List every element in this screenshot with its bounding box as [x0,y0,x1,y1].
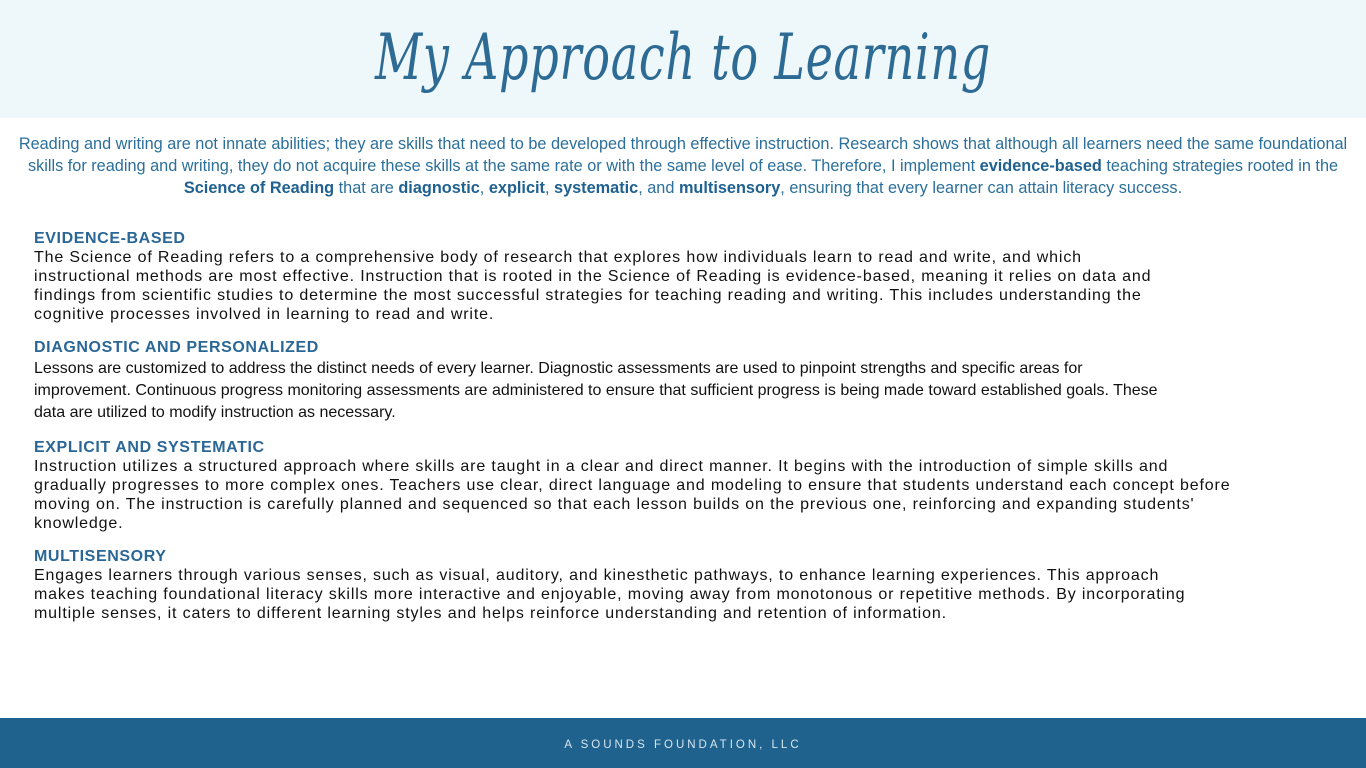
intro-text-4: , and [638,179,679,197]
intro-paragraph [16,133,1350,199]
intro-term-diagnostic: diagnostic [398,179,480,197]
footer-bar [0,718,1366,768]
section-line: multiple senses, it caters to different learning styles and helps reinforce understanding and retention of information. [34,605,947,622]
intro-separator: , [479,179,489,197]
section-multisensory [34,547,1334,623]
intro-text-1: Reading and writing are not innate abilities; they are skills that need to be developed through effective instruction. Research shows that although all learners need the same foundational skills for reading and writing, they do not acquire these skills at the same rate or with the same level of ease. Therefore, I implement [18,135,1348,175]
section-line: Lessons are customized to address the distinct needs of every learner. Diagnostic assessments are used to pinpoint strengths and specific areas for [34,360,1083,377]
section-line: data are utilized to modify instruction as necessary. [34,404,396,421]
intro-term-systematic: systematic [554,179,639,197]
section-heading: DIAGNOSTIC AND PERSONALIZED [34,339,319,356]
intro-term-evidence-based: evidence-based [979,157,1102,175]
section-explicit-systematic [34,438,1334,533]
section-line: The Science of Reading refers to a comprehensive body of research that explores how individuals learn to read and write, and which [34,249,1082,266]
section-body [34,566,1334,623]
footer-company-name: A SOUNDS FOUNDATION, LLC [564,739,802,751]
section-heading: EVIDENCE-BASED [34,230,186,247]
header-band [0,0,1366,118]
section-line: makes teaching foundational literacy skills more interactive and enjoyable, moving away from monotonous or repetitive methods. By incorporating [34,586,1186,603]
section-line: Instruction utilizes a structured approach where skills are taught in a clear and direct manner. It begins with the introduction of simple skills and [34,458,1169,475]
section-line: findings from scientific studies to determine the most successful strategies for teaching reading and writing. This includes understanding the [34,287,1142,304]
intro-term-science-of-reading: Science of Reading [183,179,335,197]
intro-text-2: teaching strategies rooted in the [1101,157,1339,175]
intro-text-5: , ensuring that every learner can attain literacy success. [780,179,1183,197]
section-line: improvement. Continuous progress monitoring assessments are administered to ensure that sufficient progress is being made toward established goals. These [34,382,1158,399]
section-diagnostic-personalized [34,338,1334,424]
section-body [34,358,1334,424]
intro-text-3: that are [334,179,399,197]
section-line: moving on. The instruction is carefully planned and sequenced so that each lesson builds on the previous one, reinforcing and expanding students' [34,496,1195,513]
section-line: knowledge. [34,515,124,532]
intro-separator: , [544,179,555,197]
section-body [34,248,1334,324]
section-heading: EXPLICIT AND SYSTEMATIC [34,439,265,456]
page-title: My Approach to Learning [375,21,991,95]
intro-term-multisensory: multisensory [678,179,781,197]
section-heading: MULTISENSORY [34,548,167,565]
section-line: cognitive processes involved in learning to read and write. [34,306,495,323]
section-line: instructional methods are most effective. Instruction that is rooted in the Science of Reading is evidence-based, meaning it relies on data and [34,268,1152,285]
section-line: gradually progresses to more complex ones. Teachers use clear, direct language and modeling to ensure that students understand each concept before [34,477,1231,494]
intro-term-explicit: explicit [488,179,545,197]
section-evidence-based [34,229,1334,324]
section-body [34,457,1334,533]
section-line: Engages learners through various senses, such as visual, auditory, and kinesthetic pathways, to enhance learning experiences. This approach [34,567,1160,584]
